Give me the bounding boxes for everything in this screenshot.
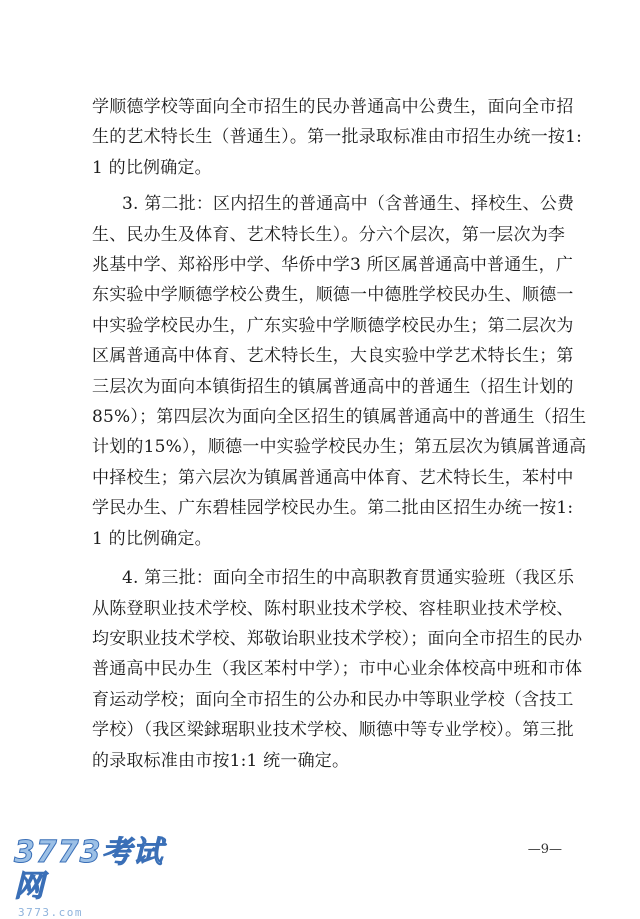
paragraph-1: [92, 92, 583, 183]
paragraph-3: [92, 563, 583, 776]
text-line: 生的艺术特长生（普通生）。第一批录取标准由市招生办统一按1:: [92, 127, 583, 148]
text-line: 中实验学校民办生，广东实验中学顺德学校民办生；第二层次为: [92, 315, 574, 336]
text-line: 从陈登职业技术学校、陈村职业技术学校、容桂职业技术学校、: [92, 598, 574, 619]
site-watermark: [14, 835, 184, 919]
text-line: 4. 第三批：面向全市招生的中高职教育贯通实验班（我区乐: [122, 568, 575, 589]
text-line: 85%）；第四层次为面向全区招生的镇属普通高中的普通生（招生: [92, 407, 587, 428]
text-line: 均安职业技术学校、郑敬诒职业技术学校）；面向全市招生的民办: [92, 628, 583, 649]
text-line: 普通高中民办生（我区苯村中学）；市中心业余体校高中班和市体: [92, 659, 583, 680]
page-number: —9—: [527, 842, 562, 857]
text-line: 学民办生、广东碧桂园学校民办生。第二批由区招生办统一按1:: [92, 498, 574, 519]
text-line: 生、民办生及体育、艺术特长生）。分六个层次，第一层次为李: [92, 224, 566, 245]
paragraph-2: [92, 189, 587, 554]
text-line: 的录取标准由市按1:1 统一确定。: [92, 750, 350, 771]
text-line: 中择校生；第六层次为镇属普通高中体育、艺术特长生，苯村中: [92, 467, 574, 488]
text-line: 东实验中学顺德学校公费生，顺德一中德胜学校民办生、顺德一: [92, 285, 574, 306]
text-line: 3. 第二批：区内招生的普通高中（含普通生、择校生、公费: [122, 194, 575, 215]
watermark-url: 3773.com: [18, 906, 83, 919]
text-line: 学校）（我区梁銶琚职业技术学校、顺德中等专业学校）。第三批: [92, 720, 574, 741]
text-line: 兆基中学、郑裕彤中学、华侨中学3 所区属普通高中普通生，广: [92, 255, 574, 276]
text-line: 育运动学校；面向全市招生的公办和民办中等职业学校（含技工: [92, 689, 574, 710]
text-line: 计划的15%），顺德一中实验学校民办生；第五层次为镇属普通高: [92, 437, 587, 458]
document-body: [92, 92, 587, 776]
text-line: 区属普通高中体育、艺术特长生，大良实验中学艺术特长生；第: [92, 346, 574, 367]
text-line: 1 的比例确定。: [92, 528, 212, 549]
watermark-logo: 3773考试网: [14, 835, 164, 904]
text-line: 三层次为面向本镇街招生的镇属普通高中的普通生（招生计划的: [92, 376, 574, 397]
text-line: 学顺德学校等面向全市招生的民办普通高中公费生，面向全市招: [92, 97, 574, 117]
text-line: 1 的比例确定。: [92, 157, 212, 178]
